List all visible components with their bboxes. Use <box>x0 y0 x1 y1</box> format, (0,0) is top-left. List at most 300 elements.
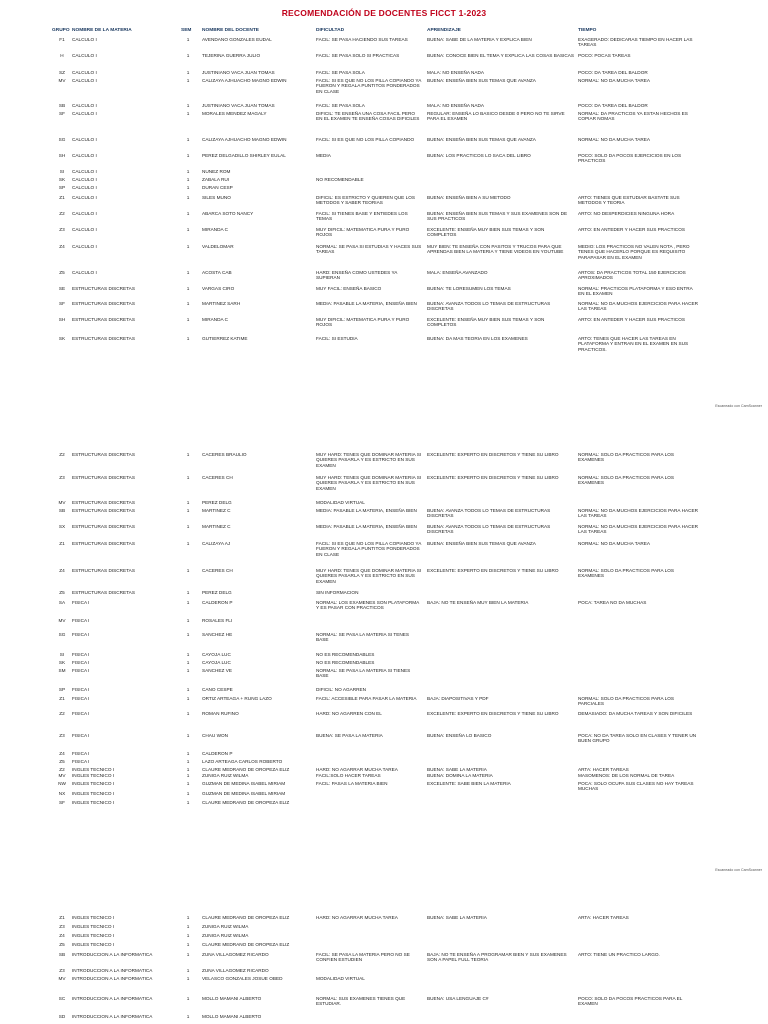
cell-aprendizaje: BUENA: SABE LA MATERIA <box>427 915 487 920</box>
cell-docente: CLAURE MEDRANO DE OROPEZA ELIZ <box>202 942 290 947</box>
scan-watermark: Escaneado con CamScanner <box>715 868 762 872</box>
cell-tiempo: NORMAL: SOLO DA PRACTICOS PARA LOS EXAMENES <box>578 452 675 463</box>
cell-materia: INGLES TECNICO I <box>72 781 115 786</box>
cell-materia: ESTRUCTURAS DISCRETAS <box>72 317 135 322</box>
cell-grupo: Z4 <box>59 568 65 573</box>
cell-grupo: SX <box>58 524 66 529</box>
cell-docente: SANCHEZ HE <box>202 632 233 637</box>
cell-grupo: SG <box>58 137 66 142</box>
cell-materia: INTRODUCCION A LA INFORMATICA <box>72 1014 153 1019</box>
cell-materia: FISICA I <box>72 600 90 605</box>
cell-semestre: 1 <box>186 660 190 665</box>
cell-materia: CALCULO I <box>72 111 97 116</box>
cell-tiempo: MEDIO: LOS PRACTICOS NO VALEN NOTA , PERO TENES QUE HACERLO PORQUE ES REQUISITO PARAPASAR EN EL EXAMEN <box>578 244 690 260</box>
cell-docente: ZABALA RUI <box>202 177 230 182</box>
cell-docente: ACOSTA CAB <box>202 270 232 275</box>
cell-dificultad: MEDIA: PASABLE LA MATERIA, ENSEÑA BIEN <box>316 301 417 306</box>
cell-grupo: MV <box>58 773 66 778</box>
cell-tiempo: ARTO: TENES QUE HACER LAS TAREAS EN PLATAFORMA Y ENTRAN EN EL EXAMEN EN SUS PRACTICOS. <box>578 336 689 352</box>
cell-semestre: 1 <box>186 244 190 249</box>
cell-semestre: 1 <box>186 781 190 786</box>
cell-grupo: Z5 <box>59 270 65 275</box>
scan-watermark: Escaneado con CamScanner <box>715 404 762 408</box>
cell-semestre: 1 <box>186 976 190 981</box>
cell-grupo: SM <box>58 668 66 673</box>
cell-semestre: 1 <box>186 759 190 764</box>
cell-semestre: 1 <box>186 301 190 306</box>
cell-grupo: NX <box>58 791 66 796</box>
cell-grupo: SF <box>59 301 65 306</box>
cell-docente: PEREZ DELG <box>202 500 232 505</box>
cell-semestre: 1 <box>186 568 190 573</box>
cell-dificultad: FACIL: SI ES QUE NO LOS PILLA COPIANDO YA FUERON Y REGALA PUNTITOS PONDERADOS EN CLASE <box>316 78 422 94</box>
cell-grupo: MV <box>58 78 66 83</box>
cell-aprendizaje: BUENA: ENSEÑA BIEN SUS TEMAS QUE AVANZA <box>427 541 536 546</box>
cell-grupo: Z5 <box>59 759 65 764</box>
cell-docente: MARTINEZ C <box>202 524 231 529</box>
cell-aprendizaje: REGULAR: ENSEÑA LO BASICO DESDE 0 PERO NO TE SIRVE PARA EL EXAMEN <box>427 111 565 122</box>
cell-docente: CACERES CH <box>202 568 233 573</box>
cell-materia: FISICA I <box>72 759 90 764</box>
cell-materia: INTRODUCCION A LA INFORMATICA <box>72 968 153 973</box>
cell-semestre: 1 <box>186 195 190 200</box>
cell-grupo: SK <box>58 660 66 665</box>
cell-docente: LAZO ARTEAGA CARLOS ROBERTO <box>202 759 283 764</box>
cell-aprendizaje: BUENA: LOS PRACTICOS LO SACA DEL LIBRO <box>427 153 531 158</box>
cell-docente: CALDERON P <box>202 600 233 605</box>
cell-materia: CALCULO I <box>72 78 97 83</box>
cell-grupo: Z1 <box>59 541 65 546</box>
cell-aprendizaje: BAJA: NO TE ENSEÑA MUY BIEN LA MATERIA <box>427 600 529 605</box>
cell-aprendizaje: BUENA: AVANZA TODOS LO TEMAS DE ESTRUCTURAS DISCRETAS <box>427 524 551 535</box>
cell-semestre: 1 <box>186 452 190 457</box>
cell-aprendizaje: EXCELENTE: EXPERTO EN DISCRETOS Y TIENE SU LIBRO <box>427 711 559 716</box>
cell-semestre: 1 <box>186 475 190 480</box>
cell-aprendizaje: BUENA: SABE DE LA MATERIA Y EXPLICA BIEN <box>427 37 532 42</box>
cell-aprendizaje: BUENA: ENSEÑA BIEN SUS TEMAS QUE AVANZA <box>427 137 536 142</box>
cell-materia: CALCULO I <box>72 270 97 275</box>
cell-aprendizaje: BUENA: SABE LA MATERIA <box>427 767 487 772</box>
cell-docente: AVENDANO GONZALES EUDAL <box>202 37 272 42</box>
cell-dificultad: FACIL: SI ES QUE NO LOS PILLA COPIANDO YA FUERON Y REGALA PUNTITOS PONDERADOS EN CLASE <box>316 541 422 557</box>
cell-materia: ESTRUCTURAS DISCRETAS <box>72 541 135 546</box>
cell-docente: ORTIZ ARTEAGA + RUNG LAZO <box>202 696 272 701</box>
cell-dificultad: DIFICIL: TE ENSEÑA UNA COSA FACIL PERO EN EL EXAMEN TE ENSEÑA COSAS DIFICILES <box>316 111 420 122</box>
cell-materia: ESTRUCTURAS DISCRETAS <box>72 452 135 457</box>
cell-docente: ZUNIGA RUIZ WILMA <box>202 773 249 778</box>
cell-dificultad: NORMAL: SUS EXAMENES TIENES QUE ESTUDIAR. <box>316 996 406 1007</box>
cell-dificultad: FACIL: ACCESIBLE PARA PASAR LA MATERIA <box>316 696 417 701</box>
cell-tiempo: ARTO: TIENES QUE ESTUDIAR BASTATE SUS METODOS Y TEORIA <box>578 195 680 206</box>
cell-materia: INGLES TECNICO I <box>72 942 115 947</box>
cell-grupo: SB <box>58 508 66 513</box>
cell-docente: ZUNA VILLAGOMEZ RICARDO <box>202 968 269 973</box>
cell-dificultad: HARD: NO AGARRAR MUCHA TAREA <box>316 767 398 772</box>
cell-semestre: 1 <box>186 590 190 595</box>
cell-tiempo: POCO: SOLO DA POCOS PRACTICOS PARA EL EXAMEN <box>578 996 683 1007</box>
cell-dificultad: MEDIA: PASABLE LA MATERIA, ENSEÑA BIEN <box>316 524 417 529</box>
cell-aprendizaje: MALA: NO ENSEÑA NADA <box>427 70 485 75</box>
header-sem: SEM <box>181 28 192 33</box>
cell-semestre: 1 <box>186 169 190 174</box>
cell-docente: DURAN CESP <box>202 185 233 190</box>
cell-docente: NUNEZ ROM <box>202 169 231 174</box>
cell-materia: INGLES TECNICO I <box>72 800 115 805</box>
cell-grupo: SI <box>59 652 65 657</box>
cell-dificultad: NORMAL: LOS EXAMENES SON PLATAFORMA Y ES PASAR CON PRACTICOS <box>316 600 419 611</box>
cell-semestre: 1 <box>186 270 190 275</box>
cell-docente: ZUNA VILLAGOMEZ RICARDO <box>202 952 269 957</box>
cell-aprendizaje: BUENA: ENSEÑA LO BASICO <box>427 733 492 738</box>
header-materia: NOMBRE DE LA MATERIA <box>72 28 132 33</box>
document-title: RECOMENDACIÓN DE DOCENTES FICCT 1-2023 <box>281 8 487 18</box>
cell-dificultad: NO ES RECOMENDABLES <box>316 652 375 657</box>
cell-semestre: 1 <box>186 767 190 772</box>
cell-grupo: Z5 <box>59 942 65 947</box>
cell-semestre: 1 <box>186 751 190 756</box>
cell-materia: FISICA I <box>72 696 90 701</box>
cell-docente: ZUNIGA RUIZ WILMA <box>202 924 249 929</box>
cell-docente: GUZMAN DE MEDINA ISABEL MIRIAM <box>202 791 286 796</box>
cell-materia: INGLES TECNICO I <box>72 791 115 796</box>
cell-grupo: Z1 <box>59 696 65 701</box>
cell-tiempo: NORMAL: NO DA MUCHA TAREA <box>578 137 650 142</box>
cell-docente: ROSALES FLI <box>202 618 233 623</box>
cell-semestre: 1 <box>186 185 190 190</box>
header-dificultad: DIFICULTAD <box>316 28 345 33</box>
cell-dificultad: DIFICIL: NO AGARREN <box>316 687 367 692</box>
cell-docente: MIRANDA C <box>202 317 229 322</box>
cell-materia: INTRODUCCION A LA INFORMATICA <box>72 952 153 957</box>
cell-materia: ESTRUCTURAS DISCRETAS <box>72 500 135 505</box>
cell-docente: JUSTINIANO VACA JUAN TOMAS <box>202 103 275 108</box>
cell-semestre: 1 <box>186 177 190 182</box>
cell-docente: MARTINEZ C <box>202 508 231 513</box>
cell-materia: INGLES TECNICO I <box>72 915 115 920</box>
cell-materia: FISICA I <box>72 733 90 738</box>
cell-dificultad: HARD: NO AGARRAR MUCHA TAREA <box>316 915 398 920</box>
cell-dificultad: BUENA: SE PASA LA MATERIA <box>316 733 383 738</box>
cell-semestre: 1 <box>186 336 190 341</box>
cell-materia: CALCULO I <box>72 70 97 75</box>
cell-docente: PEREZ DELG <box>202 590 232 595</box>
header-aprendizaje: APRENDIZAJE <box>427 28 461 33</box>
cell-tiempo: ARTA: HACER TAREAS <box>578 915 629 920</box>
cell-docente: VALDELOMAR <box>202 244 234 249</box>
cell-docente: PEREZ DELGADILLO SHIRLEY EULAL <box>202 153 286 158</box>
cell-dificultad: NORMAL: SE PASA SI ESTUDIAS Y HACES SUS TAREAS <box>316 244 422 255</box>
cell-materia: ESTRUCTURAS DISCRETAS <box>72 568 135 573</box>
header-tiempo: TIEMPO <box>578 28 597 33</box>
cell-materia: FISICA I <box>72 660 90 665</box>
cell-semestre: 1 <box>186 773 190 778</box>
cell-dificultad: MEDIA <box>316 153 331 158</box>
cell-tiempo: POCA: SOLO OCUPA SUS CLASES NO HAY TAREAS MUCHAS <box>578 781 694 792</box>
cell-semestre: 1 <box>186 78 190 83</box>
cell-dificultad: FACIL:SOLO HACER TAREAS <box>316 773 381 778</box>
cell-dificultad: FACIL: SE PASA LA MATERIA PERO NO SE CONFIEN ESTUDIEN <box>316 952 410 963</box>
cell-docente: CALIZAYA AJ <box>202 541 231 546</box>
cell-dificultad: MUY HARD: TENES QUE DOMINAR MATERIA SI QUIERES PASARLA Y ES ESTRICTO EN SUS EXAMEN <box>316 452 422 468</box>
cell-docente: MORALES MENDEZ MAGALY <box>202 111 267 116</box>
header-grupo: GRUPO <box>52 28 70 33</box>
cell-materia: INTRODUCCION A LA INFORMATICA <box>72 976 153 981</box>
cell-semestre: 1 <box>186 652 190 657</box>
cell-dificultad: MUY DIFICIL: MATEMATICA PURA Y PURO ROJOS <box>316 227 410 238</box>
cell-materia: FISICA I <box>72 632 90 637</box>
cell-tiempo: MASOMENOS: DE LOS NORMAL DE TAREA <box>578 773 675 778</box>
cell-semestre: 1 <box>186 668 190 673</box>
cell-dificultad: MUY FACIL: ENSEÑA BASICO <box>316 286 382 291</box>
cell-semestre: 1 <box>186 70 190 75</box>
cell-materia: ESTRUCTURAS DISCRETAS <box>72 590 135 595</box>
cell-materia: CALCULO I <box>72 195 97 200</box>
cell-materia: CALCULO I <box>72 103 97 108</box>
cell-semestre: 1 <box>186 924 190 929</box>
cell-tiempo: EXAGERADO: DEDICARAS TIEMPO EN HACER LAS TAREAS <box>578 37 693 48</box>
cell-grupo: H <box>60 53 64 58</box>
cell-aprendizaje: BAJA: DIAPOSITIVAS Y PDF <box>427 696 489 701</box>
cell-aprendizaje: EXCELENTE: EXPERTO EN DISCRETOS Y TIENE SU LIBRO <box>427 475 559 480</box>
cell-docente: ZUNIGA RUIZ WILMA <box>202 933 249 938</box>
cell-semestre: 1 <box>186 508 190 513</box>
cell-aprendizaje: MALA: NO ENSEÑA NADA <box>427 103 485 108</box>
cell-grupo: SF <box>59 800 65 805</box>
cell-semestre: 1 <box>186 791 190 796</box>
cell-dificultad: MUY HARD: TENES QUE DOMINAR MATERIA SI QUIERES PASARLA Y ES ESTRICTO EN SUS EXAMEN <box>316 475 422 491</box>
cell-semestre: 1 <box>186 111 190 116</box>
cell-materia: CALCULO I <box>72 211 97 216</box>
cell-materia: CALCULO I <box>72 169 97 174</box>
cell-aprendizaje: BUENA: AVANZA TODOS LO TEMAS DE ESTRUCTURAS DISCRETAS <box>427 301 551 312</box>
cell-grupo: NW <box>58 781 66 786</box>
cell-tiempo: POCO: SOLO DA POCOS EJERCICIOS EN LOS PRACTICOS <box>578 153 682 164</box>
cell-grupo: Z3 <box>59 227 65 232</box>
cell-materia: ESTRUCTURAS DISCRETAS <box>72 475 135 480</box>
cell-grupo: SC <box>58 996 66 1001</box>
cell-aprendizaje: MALA: ENSEÑA AVANZADO <box>427 270 488 275</box>
cell-semestre: 1 <box>186 227 190 232</box>
cell-materia: CALCULO I <box>72 177 97 182</box>
cell-aprendizaje: BUENA: USA LENGUAJE C# <box>427 996 489 1001</box>
cell-grupo: MV <box>58 500 66 505</box>
cell-tiempo: ARTA: HACER TAREAS <box>578 767 629 772</box>
cell-grupo: SH <box>58 317 66 322</box>
cell-semestre: 1 <box>186 286 190 291</box>
cell-tiempo: NORMAL: NO DA MUCHOS EJERCICIOS PARA HACER LAS TAREAS <box>578 301 698 312</box>
cell-tiempo: NORMAL: SOLO DA PRACTICOS PARA LOS PARCIALES <box>578 696 675 707</box>
cell-docente: ROMAN RUFINO <box>202 711 239 716</box>
cell-grupo: MV <box>58 976 66 981</box>
cell-semestre: 1 <box>186 524 190 529</box>
page-1 <box>0 0 768 408</box>
cell-semestre: 1 <box>186 632 190 637</box>
cell-aprendizaje: BUENA: DA MAS TEORIA EN LOS EXAMENES <box>427 336 528 341</box>
cell-aprendizaje: BUENA: ENSEÑA BIEN SUS TEMAS Y SUS EXAMENES SON DE SUS PRACTICOS <box>427 211 568 222</box>
cell-tiempo: NORMAL: NO DA MUCHA TAREA <box>578 78 650 83</box>
cell-grupo: SK <box>58 336 66 341</box>
cell-materia: ESTRUCTURAS DISCRETAS <box>72 508 135 513</box>
cell-semestre: 1 <box>186 711 190 716</box>
cell-dificultad: MUY HARD: TENES QUE DOMINAR MATERIA SI QUIERES PASARLA Y ES ESTRICTO EN SUS EXAMEN <box>316 568 422 584</box>
cell-dificultad: SIN INFORMACION <box>316 590 359 595</box>
cell-materia: FISICA I <box>72 668 90 673</box>
cell-dificultad: FACIL: SI ES QUE NO LOS PILLA COPIANDO <box>316 137 415 142</box>
cell-grupo: SB <box>58 103 66 108</box>
cell-semestre: 1 <box>186 541 190 546</box>
cell-docente: VARGAS CIRO <box>202 286 235 291</box>
cell-grupo: Z4 <box>59 244 65 249</box>
cell-docente: SANCHEZ VE <box>202 668 232 673</box>
cell-grupo: Z2 <box>59 211 65 216</box>
cell-tiempo: NORMAL: NO DA MUCHA TAREA <box>578 541 650 546</box>
cell-dificultad: MODALIDAD VIRTUAL <box>316 976 365 981</box>
cell-tiempo: ARTO: EN ANTEDER Y HACER SUS PRACTICOS <box>578 227 685 232</box>
cell-dificultad: FACIL: SI ESTUDIA <box>316 336 358 341</box>
cell-grupo: Z3 <box>59 968 65 973</box>
cell-materia: ESTRUCTURAS DISCRETAS <box>72 524 135 529</box>
cell-aprendizaje: BUENA: AVANZA TODOS LO TEMAS DE ESTRUCTURAS DISCRETAS <box>427 508 551 519</box>
cell-docente: CHAU WON <box>202 733 229 738</box>
cell-docente: GUZMAN DE MEDINA ISABEL MIRIAM <box>202 781 286 786</box>
cell-aprendizaje: BUENA: DOMINA LA MATERIA <box>427 773 493 778</box>
cell-tiempo: POCO: POCAS TAREAS <box>578 53 631 58</box>
cell-materia: ESTRUCTURAS DISCRETAS <box>72 301 135 306</box>
cell-materia: CALCULO I <box>72 227 97 232</box>
cell-grupo: Z2 <box>59 767 65 772</box>
cell-tiempo: NORMAL: PRACTICOS PLATAFORMA Y ESO ENTRA EN EL EXAMEN <box>578 286 693 297</box>
cell-dificultad: NORMAL: SE PASA LA MATERIA SI TIENES BASE <box>316 668 411 679</box>
cell-tiempo: ARTOS: DA PRACTICOS TOTAL 150 EJERCICIOS APROXIMADOS <box>578 270 686 281</box>
cell-materia: CALCULO I <box>72 137 97 142</box>
cell-semestre: 1 <box>186 687 190 692</box>
cell-tiempo: ARTO: EN ANTEDER Y HACER SUS PRACTICOS <box>578 317 685 322</box>
cell-materia: FISICA I <box>72 751 90 756</box>
cell-aprendizaje: EXCELENTE: ENSEÑA MUY BIEN SUS TEMAS Y SON COMPLETOS <box>427 317 545 328</box>
cell-aprendizaje: BUENA: ENSEÑA BIEN SUS TEMAS QUE AVANZA <box>427 78 536 83</box>
cell-materia: FISICA I <box>72 711 90 716</box>
cell-grupo: Z3 <box>59 475 65 480</box>
header-docente: NOMBRE DEL DOCENTE <box>202 28 259 33</box>
cell-tiempo: POCA: NO DA TAREA SOLO EN CLASES Y TENER UN BUEN GRUPO <box>578 733 697 744</box>
cell-aprendizaje: BUENA: ENSEÑA BIEN A SU METODO <box>427 195 511 200</box>
cell-dificultad: HARD: NO AGARREN CON EL <box>316 711 382 716</box>
cell-grupo: SA <box>58 600 66 605</box>
cell-dificultad: FACIL: SI TIENES BASE Y ENTIEDES LOS TEMAS <box>316 211 408 222</box>
cell-semestre: 1 <box>186 500 190 505</box>
cell-materia: ESTRUCTURAS DISCRETAS <box>72 286 135 291</box>
cell-materia: FISICA I <box>72 652 90 657</box>
cell-grupo: SI <box>59 169 65 174</box>
cell-materia: FISICA I <box>72 618 90 623</box>
cell-semestre: 1 <box>186 968 190 973</box>
cell-dificultad: DIFICIL: ES ESTRICTO Y QUIEREN QUE LOS METODOS Y SABER TEORIAS <box>316 195 415 206</box>
page-2 <box>0 420 768 860</box>
cell-docente: CLAURE MEDRANO DE OROPEZA ELIZ <box>202 915 290 920</box>
page-3 <box>0 880 768 1024</box>
cell-grupo: SP <box>58 185 66 190</box>
cell-semestre: 1 <box>186 915 190 920</box>
cell-grupo: SZ <box>59 70 65 75</box>
cell-aprendizaje: EXCELENTE: EXPERTO EN DISCRETOS Y TIENE SU LIBRO <box>427 568 559 573</box>
cell-semestre: 1 <box>186 952 190 957</box>
cell-semestre: 1 <box>186 317 190 322</box>
cell-grupo: SF <box>59 111 65 116</box>
cell-dificultad: MUY DIFICIL: MATEMATICA PURA Y PURO ROJOS <box>316 317 410 328</box>
cell-grupo: Z3 <box>59 924 65 929</box>
cell-docente: VELASCO GONZALES JOSUE OBED <box>202 976 283 981</box>
cell-semestre: 1 <box>186 618 190 623</box>
cell-grupo: Z4 <box>59 751 65 756</box>
cell-materia: INGLES TECNICO I <box>72 933 115 938</box>
cell-tiempo: NORMAL: NO DA MUCHOS EJERCICIOS PARA HACER LAS TAREAS <box>578 508 698 519</box>
cell-materia: CALCULO I <box>72 53 97 58</box>
cell-aprendizaje: BUENA: CONOCE BIEN EL TEMA Y EXPLICA LAS COSAS BASICAS <box>427 53 575 58</box>
cell-grupo: SP <box>58 687 66 692</box>
cell-semestre: 1 <box>186 733 190 738</box>
cell-docente: CACERES BRAULIO <box>202 452 247 457</box>
cell-grupo: F1 <box>59 37 65 42</box>
cell-semestre: 1 <box>186 137 190 142</box>
cell-grupo: Z2 <box>59 711 65 716</box>
cell-semestre: 1 <box>186 153 190 158</box>
cell-aprendizaje: EXCELENTE: SABE BIEN LA MATERIA <box>427 781 511 786</box>
cell-aprendizaje: EXCELENTE: ENSEÑA MUY BIEN SUS TEMAS Y SON COMPLETOS <box>427 227 545 238</box>
cell-materia: CALCULO I <box>72 244 97 249</box>
cell-materia: INTRODUCCION A LA INFORMATICA <box>72 996 153 1001</box>
cell-grupo: SD <box>58 1014 66 1019</box>
cell-tiempo: ARTO: TIENE UN PRACTICO LARGO. <box>578 952 660 957</box>
cell-dificultad: NO RECOMENDABLE <box>316 177 364 182</box>
cell-dificultad: HARD: ENSEÑA COMO USTEDES YA SUPIERAN <box>316 270 398 281</box>
cell-dificultad: FACIL: SE PASA HACIENDO SUS TAREAS <box>316 37 408 42</box>
cell-grupo: SE <box>58 286 66 291</box>
cell-dificultad: FACIL: SE PASA SOLA <box>316 70 365 75</box>
cell-semestre: 1 <box>186 37 190 42</box>
cell-semestre: 1 <box>186 996 190 1001</box>
cell-semestre: 1 <box>186 53 190 58</box>
cell-docente: CANO CESPE <box>202 687 233 692</box>
cell-dificultad: NO ES RECOMENDABLES <box>316 660 375 665</box>
cell-aprendizaje: MUY BIEN: TE ENSEÑA CON PASITOS Y TRUCOS PARA QUE APRENDAS BIEN LA MATERIA Y TIENE VIDEOS EN YOUTUBE <box>427 244 564 255</box>
cell-docente: CAYOJA LUC <box>202 652 231 657</box>
cell-docente: MIRANDA C <box>202 227 229 232</box>
cell-dificultad: FACIL: SE PASA SOLA <box>316 103 365 108</box>
cell-materia: CALCULO I <box>72 185 97 190</box>
cell-dificultad: NORMAL: SE PASA LA MATERIA SI TENES BASE <box>316 632 409 643</box>
cell-docente: CALIZAYA AJHUACHO MAGNO EDWIN <box>202 137 287 142</box>
cell-dificultad: FACIL: PASAS LA MATERIA BIEN <box>316 781 388 786</box>
cell-docente: CALDERON P <box>202 751 233 756</box>
cell-docente: GUTIERREZ KATIME <box>202 336 248 341</box>
cell-materia: INGLES TECNICO I <box>72 924 115 929</box>
cell-dificultad: MEDIA: PASABLE LA MATERIA, ENSEÑA BIEN <box>316 508 417 513</box>
cell-semestre: 1 <box>186 600 190 605</box>
cell-materia: CALCULO I <box>72 37 97 42</box>
cell-docente: SILES MUNO <box>202 195 231 200</box>
cell-docente: MOLLO MAMANI ALBERTO <box>202 1014 262 1019</box>
cell-materia: INGLES TECNICO I <box>72 767 115 772</box>
cell-grupo: SK <box>58 177 66 182</box>
cell-docente: CACERES CH <box>202 475 233 480</box>
cell-tiempo: POCO: DA TAREA DEL BALDOR <box>578 103 648 108</box>
cell-materia: FISICA I <box>72 687 90 692</box>
cell-aprendizaje: EXCELENTE: EXPERTO EN DISCRETOS Y TIENE SU LIBRO <box>427 452 559 457</box>
cell-aprendizaje: BUENA: TE LORESUMEN LOS TEMAS <box>427 286 511 291</box>
cell-docente: CLAURE MEDRANO DE OROPEZA ELIZ <box>202 767 290 772</box>
cell-semestre: 1 <box>186 1014 190 1019</box>
cell-dificultad: FACIL: SE PASA SOLO SI PRACTICAS <box>316 53 400 58</box>
